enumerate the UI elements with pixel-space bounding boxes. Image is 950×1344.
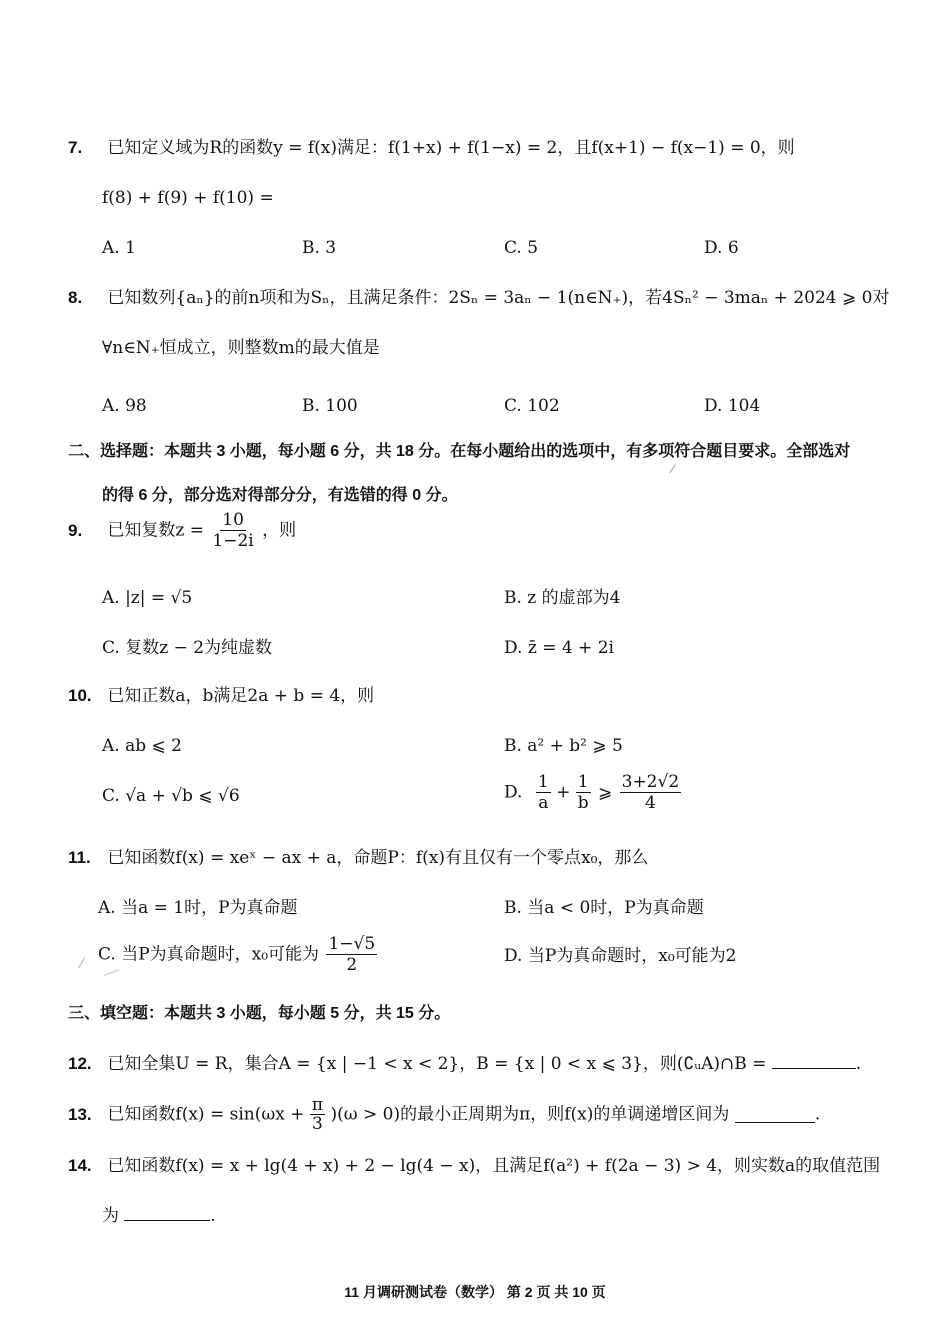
question-8-stem-continued: ∀n∈N₊恒成立，则整数m的最大值是 <box>102 338 380 358</box>
stem-suffix: ，则 <box>262 520 297 541</box>
q10-option-c: C. √a + √b ⩽ √6 <box>102 786 240 806</box>
q11-option-d: D. 当P为真命题时，x₀可能为2 <box>504 946 737 966</box>
plus-sign: + <box>556 782 571 803</box>
question-stem: 已知定义域为R的函数y = f(x)满足：f(1+x) + f(1−x) = 2，且f(x+1) − f(x−1) = 0，则 <box>107 138 795 158</box>
option-label: D. <box>504 782 523 803</box>
end-punctuation: . <box>855 1054 862 1074</box>
fraction-numerator: 1 <box>577 772 589 792</box>
question-number: 10. <box>68 686 92 705</box>
question-11 <box>68 846 648 870</box>
fraction <box>310 1096 325 1133</box>
end-punctuation: . <box>210 1206 216 1226</box>
fraction-denominator: 3 <box>312 1114 323 1134</box>
option-text: C. 当P为真命题时，x₀可能为 <box>98 944 320 965</box>
question-number: 9. <box>68 520 83 540</box>
question-stem: 已知正数a，b满足2a + b = 4，则 <box>107 686 375 706</box>
question-number: 14. <box>68 1156 92 1175</box>
q7-option-a: A. 1 <box>102 238 136 258</box>
question-number: 11. <box>68 848 91 867</box>
q9-option-d: D. z̄ = 4 + 2i <box>504 638 614 658</box>
fraction-denominator: 4 <box>644 793 656 813</box>
answer-blank[interactable] <box>124 1204 210 1221</box>
fraction-denominator: b <box>577 793 589 813</box>
end-punctuation: . <box>814 1104 821 1125</box>
question-12 <box>68 1052 861 1076</box>
q11-option-a: A. 当a = 1时，P为真命题 <box>98 898 298 918</box>
question-stem: 已知函数f(x) = x + lg(4 + x) + 2 − lg(4 − x)，且满足f(a²) + f(2a − 3) > 4，则实数a的取值范围 <box>107 1156 881 1176</box>
question-13 <box>68 1096 820 1133</box>
question-14 <box>68 1154 880 1178</box>
stray-mark <box>669 464 676 473</box>
fraction-denominator: a <box>538 793 549 813</box>
fraction <box>326 934 377 975</box>
answer-blank[interactable] <box>735 1106 815 1123</box>
fraction <box>212 510 253 551</box>
q9-option-c: C. 复数z − 2为纯虚数 <box>102 638 273 658</box>
question-stem: 已知全集U = R，集合A = {x | −1 < x < 2}，B = {x | 0 < x ⩽ 3}，则(∁ᵤA)∩B = <box>107 1054 767 1074</box>
question-10 <box>68 684 374 708</box>
question-7 <box>68 136 795 160</box>
question-number: 13. <box>68 1104 92 1124</box>
question-number: 12. <box>68 1054 92 1073</box>
fraction-numerator: π <box>311 1095 324 1115</box>
stem-prefix: 已知函数f(x) = sin(ωx + <box>107 1104 305 1125</box>
question-7-stem-continued: f(8) + f(9) + f(10) = <box>102 188 274 208</box>
question-number: 7. <box>68 138 83 157</box>
fraction-denominator: 2 <box>346 955 358 975</box>
answer-blank[interactable] <box>772 1052 856 1069</box>
q11-option-c <box>98 934 377 975</box>
q8-option-a: A. 98 <box>102 396 147 416</box>
question-9 <box>68 510 296 551</box>
stray-mark <box>78 957 86 968</box>
fraction-numerator: 1 <box>537 772 549 792</box>
q10-option-d <box>504 772 681 813</box>
q8-option-c: C. 102 <box>504 396 560 416</box>
stem-prefix: 为 <box>102 1206 119 1226</box>
q7-option-c: C. 5 <box>504 238 539 258</box>
q10-option-a: A. ab ⩽ 2 <box>102 736 182 756</box>
stem-suffix: )(ω > 0)的最小正周期为π，则f(x)的单调递增区间为 <box>330 1104 730 1125</box>
section-2-heading-continued: 的得 6 分，部分选对得部分分，有选错的得 0 分。 <box>102 487 458 504</box>
q8-option-b: B. 100 <box>302 396 358 416</box>
fraction <box>620 772 682 813</box>
question-number: 8. <box>68 288 83 307</box>
q7-option-b: B. 3 <box>302 238 337 258</box>
question-14-stem-continued <box>102 1204 216 1228</box>
q9-option-b: B. z 的虚部为4 <box>504 588 621 608</box>
section-3-heading: 三、填空题：本题共 3 小题，每小题 5 分，共 15 分。 <box>68 1005 451 1022</box>
fraction-denominator: 1−2i <box>212 531 254 551</box>
fraction-numerator: 3+2√2 <box>621 772 680 792</box>
stem-prefix: 已知复数z = <box>107 520 205 541</box>
section-2-heading: 二、选择题：本题共 3 小题，每小题 6 分，共 18 分。在每小题给出的选项中，有多项符合题目要求。全部选对 <box>68 443 851 460</box>
fraction-numerator: 10 <box>222 510 244 530</box>
question-stem: 已知函数f(x) = xeˣ − ax + a，命题P：f(x)有且仅有一个零点x₀，那么 <box>107 848 649 868</box>
q9-option-a: A. |z| = √5 <box>102 588 193 608</box>
q10-option-b: B. a² + b² ⩾ 5 <box>504 736 623 756</box>
fraction <box>576 772 591 813</box>
q11-option-b: B. 当a < 0时，P为真命题 <box>504 898 704 918</box>
q8-option-d: D. 104 <box>704 396 761 416</box>
question-8 <box>68 286 889 310</box>
question-stem: 已知数列{aₙ}的前n项和为Sₙ，且满足条件：2Sₙ = 3aₙ − 1(n∈N₊)，若4Sₙ² − 3maₙ + 2024 ⩾ 0对 <box>107 288 890 308</box>
fraction <box>536 772 551 813</box>
relation-sign: ⩾ <box>597 782 613 803</box>
fraction-numerator: 1−√5 <box>328 934 376 954</box>
page-footer: 11 月调研测试卷（数学） 第 2 页 共 10 页 <box>344 1284 606 1300</box>
q7-option-d: D. 6 <box>704 238 739 258</box>
